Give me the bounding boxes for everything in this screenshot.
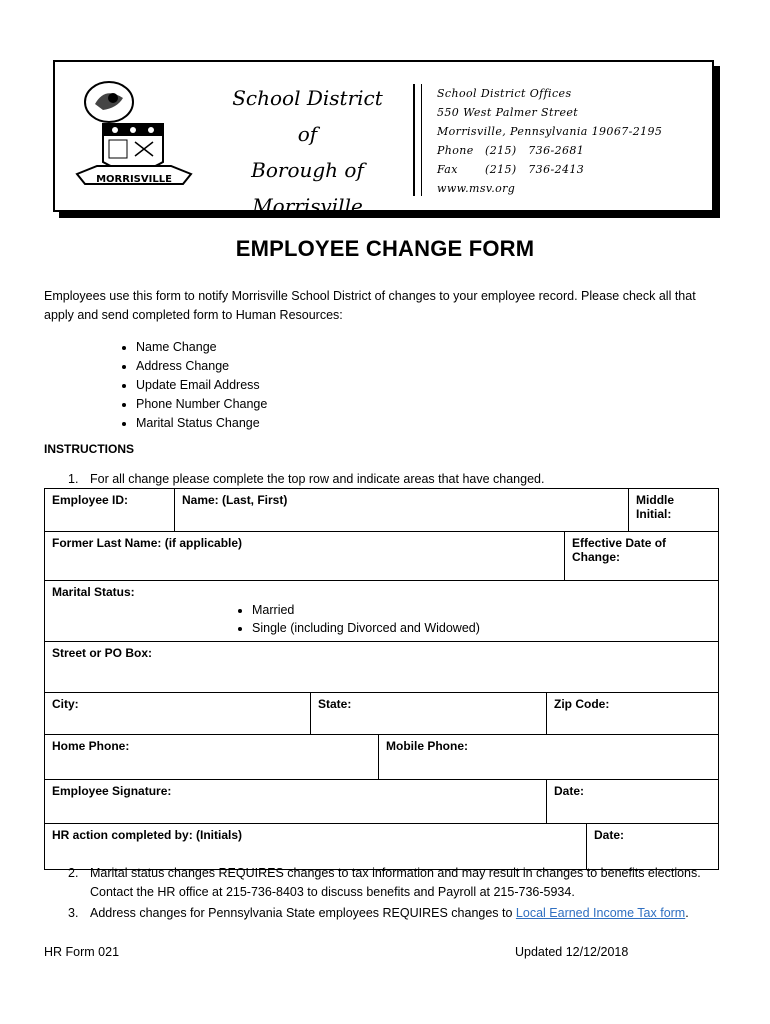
former-last-name-field[interactable]: Former Last Name: (if applicable) <box>45 532 565 581</box>
marital-option-married[interactable]: • Married <box>252 601 711 619</box>
step-text: Contact the HR office at 215-736-8403 to discuss benefits and Payroll at 215-736-5934. <box>90 885 575 899</box>
divider <box>421 84 422 196</box>
page-title: EMPLOYEE CHANGE FORM <box>235 236 535 261</box>
change-type-list <box>90 338 267 433</box>
list-item: • Marital Status Change <box>136 414 267 433</box>
step-number: 2. <box>68 866 79 880</box>
district-line-3: Borough of Morrisville <box>251 158 364 218</box>
street-field[interactable]: Street or PO Box: <box>45 642 719 693</box>
list-item: • Update Email Address <box>136 376 267 395</box>
hr-action-field[interactable]: HR action completed by: (Initials) <box>45 824 587 870</box>
step-text-end: . <box>685 906 689 920</box>
website: www.msv.org <box>437 182 516 195</box>
instruction-step-3 <box>68 904 689 923</box>
list-item: • Address Change <box>136 357 267 376</box>
list-item: • Name Change <box>136 338 267 357</box>
fax-value: (215) 736-2413 <box>485 163 585 176</box>
phone-value: (215) 736-2681 <box>485 144 585 157</box>
offices-label: School District Offices <box>437 87 572 100</box>
district-line-1: School District <box>232 86 383 110</box>
instruction-step-2 <box>68 864 701 902</box>
step-text: Address changes for Pennsylvania State employees REQUIRES changes to <box>90 906 516 920</box>
home-phone-field[interactable]: Home Phone: <box>45 735 379 780</box>
marital-option-single[interactable]: • Single (including Divorced and Widowed) <box>252 619 711 637</box>
marital-options <box>52 601 711 637</box>
mobile-phone-field[interactable]: Mobile Phone: <box>379 735 719 780</box>
divider <box>413 84 415 196</box>
marital-status-label: Marital Status: <box>52 585 135 599</box>
step-text: For all change please complete the top row and indicate areas that have changed. <box>90 472 545 486</box>
letterhead <box>53 60 714 218</box>
employee-signature-field[interactable]: Employee Signature: <box>45 780 547 824</box>
intro-text: Employees use this form to notify Morrisville School District of changes to your employee record. Please check all that apply and send completed form to Human Resources: <box>44 289 696 322</box>
step-number: 1. <box>68 472 79 486</box>
district-line-2: of <box>297 122 318 146</box>
fax-label: Fax <box>437 163 458 176</box>
effective-date-field[interactable]: Effective Date of Change: <box>565 532 719 581</box>
state-field[interactable]: State: <box>311 693 547 735</box>
form-id: HR Form 021 <box>44 945 120 959</box>
step-number: 3. <box>68 906 79 920</box>
phone-line <box>437 141 662 160</box>
address-street: 550 West Palmer Street <box>437 106 579 119</box>
signature-date-field[interactable]: Date: <box>547 780 719 824</box>
city-field[interactable]: City: <box>45 693 311 735</box>
fax-line <box>437 160 662 179</box>
list-item: • Phone Number Change <box>136 395 267 414</box>
middle-initial-field[interactable]: Middle Initial: <box>629 489 719 532</box>
step-text: Marital status changes REQUIRES changes to tax information and may result in changes to benefits elections. <box>90 866 701 880</box>
seal-text: MORRISVILLE <box>96 174 172 185</box>
hr-date-field[interactable]: Date: <box>587 824 719 870</box>
instructions-heading: INSTRUCTIONS <box>44 442 134 456</box>
updated-date: Updated 12/12/2018 <box>515 945 629 959</box>
zip-code-field[interactable]: Zip Code: <box>547 693 719 735</box>
marital-status-field[interactable] <box>45 581 719 642</box>
district-seal-logo <box>73 74 195 198</box>
address-city: Morrisville, Pennsylvania 19067-2195 <box>437 125 663 138</box>
name-field[interactable]: Name: (Last, First) <box>175 489 629 532</box>
phone-label: Phone <box>437 144 474 157</box>
instruction-step-1 <box>68 470 544 489</box>
employee-id-field[interactable]: Employee ID: <box>45 489 175 532</box>
local-earned-income-tax-form-link[interactable]: Local Earned Income Tax form <box>515 906 686 920</box>
employee-change-form <box>44 488 719 870</box>
district-name <box>205 80 410 224</box>
district-contact <box>437 84 662 198</box>
